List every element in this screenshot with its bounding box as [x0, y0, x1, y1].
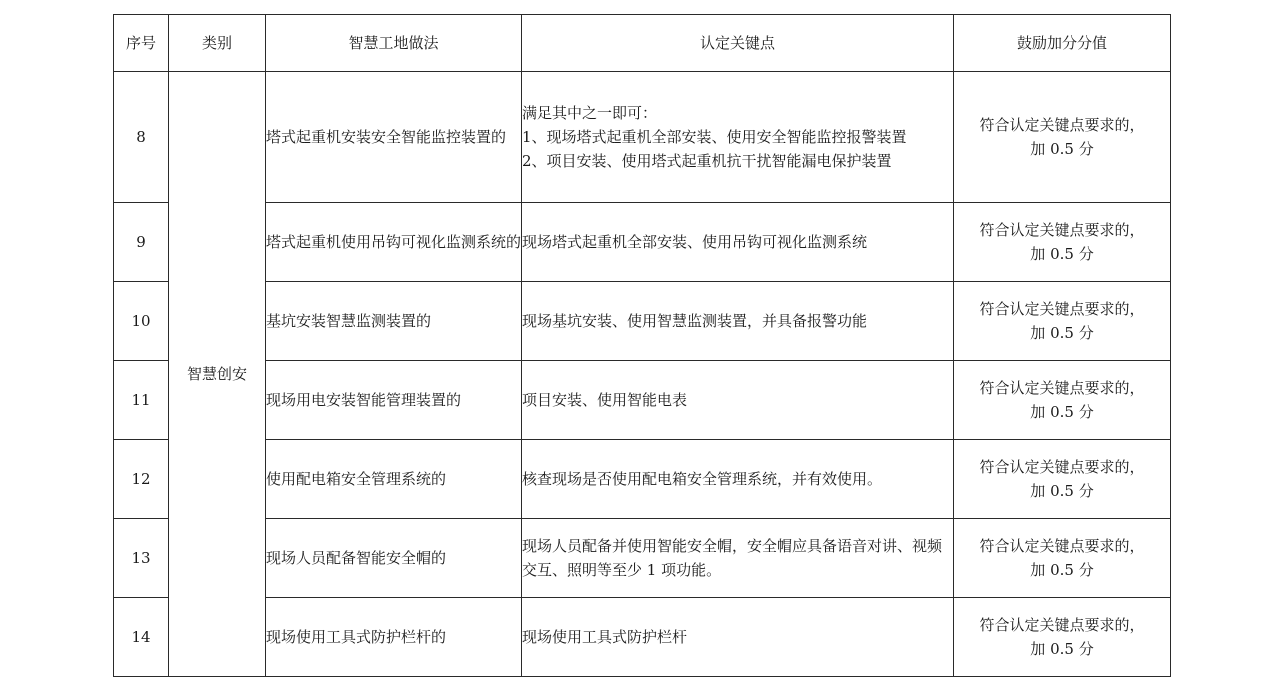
row-practice: 使用配电箱安全管理系统的 [266, 440, 522, 519]
row-practice: 基坑安装智慧监测装置的 [266, 282, 522, 361]
row-index: 10 [114, 282, 169, 361]
row-key-points [522, 361, 954, 440]
row-index: 11 [114, 361, 169, 440]
key-point-line: 现场塔式起重机全部安装、使用吊钩可视化监测系统 [522, 233, 868, 251]
key-point-line: 满足其中之一即可： [522, 104, 658, 122]
bonus-condition: 符合认定关键点要求的， [979, 458, 1145, 476]
row-index: 13 [114, 519, 169, 598]
category-cell [169, 72, 266, 677]
bonus-value: 加 0.5 分 [1030, 640, 1094, 658]
row-index: 8 [114, 72, 169, 203]
row-bonus [954, 440, 1171, 519]
bonus-value: 加 0.5 分 [1030, 403, 1094, 421]
header-bonus: 鼓励加分分值 [954, 15, 1171, 72]
header-row [114, 15, 1171, 72]
row-bonus [954, 361, 1171, 440]
row-key-points [522, 282, 954, 361]
key-point-line: 核查现场是否使用配电箱安全管理系统，并有效使用。 [522, 470, 883, 488]
key-point-line: 2、项目安装、使用塔式起重机抗干扰智能漏电保护装置 [522, 152, 892, 170]
table-row [114, 361, 1171, 440]
bonus-value: 加 0.5 分 [1030, 561, 1094, 579]
key-point-line: 项目安装、使用智能电表 [522, 391, 688, 409]
key-point-line: 现场使用工具式防护栏杆 [522, 628, 688, 646]
table-row [114, 598, 1171, 677]
row-key-points [522, 203, 954, 282]
bonus-condition: 符合认定关键点要求的， [979, 300, 1145, 318]
table-row [114, 519, 1171, 598]
row-bonus [954, 598, 1171, 677]
header-index: 序号 [114, 15, 169, 72]
bonus-condition: 符合认定关键点要求的， [979, 379, 1145, 397]
row-index: 12 [114, 440, 169, 519]
row-key-points [522, 519, 954, 598]
row-key-points [522, 72, 954, 203]
row-practice: 现场人员配备智能安全帽的 [266, 519, 522, 598]
row-practice: 塔式起重机使用吊钩可视化监测系统的 [266, 203, 522, 282]
table-row [114, 282, 1171, 361]
bonus-value: 加 0.5 分 [1030, 140, 1094, 158]
category-label: 智慧创安 [186, 365, 247, 383]
header-category: 类别 [169, 15, 266, 72]
bonus-condition: 符合认定关键点要求的， [979, 537, 1145, 555]
bonus-value: 加 0.5 分 [1030, 324, 1094, 342]
smart-site-table [113, 14, 1171, 677]
table-row [114, 203, 1171, 282]
bonus-value: 加 0.5 分 [1030, 482, 1094, 500]
table-row [114, 440, 1171, 519]
key-point-line: 现场人员配备并使用智能安全帽，安全帽应具备语音对讲、视频交互、照明等至少 1 项功能。 [522, 537, 943, 579]
row-key-points [522, 598, 954, 677]
row-practice: 塔式起重机安装安全智能监控装置的 [266, 72, 522, 203]
row-key-points [522, 440, 954, 519]
row-index: 14 [114, 598, 169, 677]
bonus-condition: 符合认定关键点要求的， [979, 221, 1145, 239]
row-index: 9 [114, 203, 169, 282]
bonus-condition: 符合认定关键点要求的， [979, 116, 1145, 134]
key-point-line: 现场基坑安装、使用智慧监测装置，并具备报警功能 [522, 312, 868, 330]
header-key-points: 认定关键点 [522, 15, 954, 72]
header-practice: 智慧工地做法 [266, 15, 522, 72]
row-bonus [954, 519, 1171, 598]
row-practice: 现场使用工具式防护栏杆的 [266, 598, 522, 677]
key-point-line: 1、现场塔式起重机全部安装、使用安全智能监控报警装置 [522, 128, 907, 146]
row-bonus [954, 203, 1171, 282]
row-bonus [954, 72, 1171, 203]
bonus-value: 加 0.5 分 [1030, 245, 1094, 263]
row-bonus [954, 282, 1171, 361]
table-row [114, 72, 1171, 203]
bonus-condition: 符合认定关键点要求的， [979, 616, 1145, 634]
row-practice: 现场用电安装智能管理装置的 [266, 361, 522, 440]
